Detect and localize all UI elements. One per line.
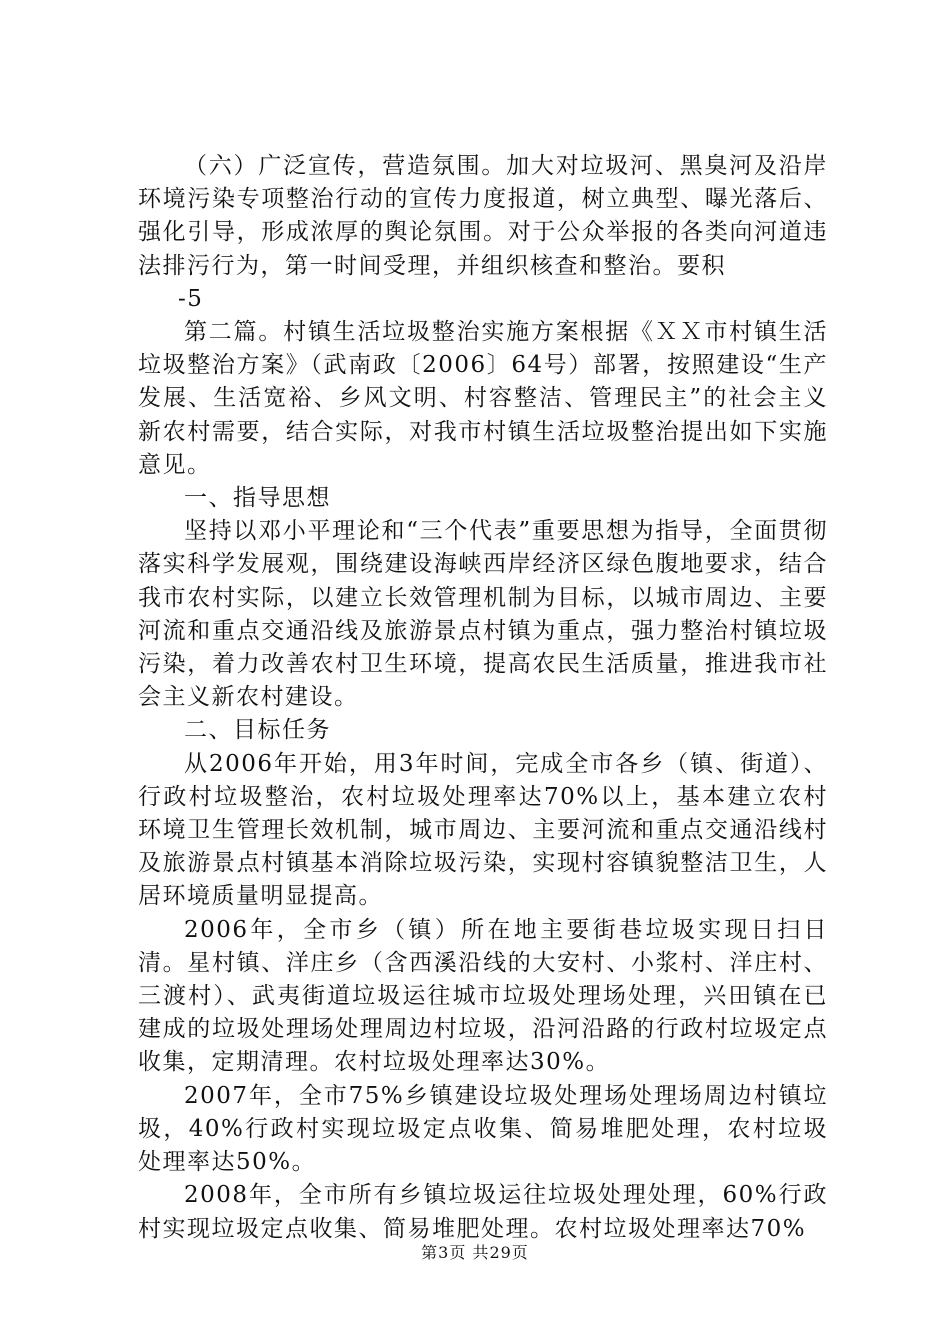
- document-body: [138, 150, 828, 1246]
- paragraph-page-marker: -5: [178, 285, 204, 312]
- paragraph-guiding-thought: 坚持以邓小平理论和“三个代表”重要思想为指导，全面贯彻落实科学发展观，围绕建设海峡西岸经济区绿色腹地要求，结合我市农村实际，以建立长效管理机制为目标，以城市周边、主要河流和重点交通沿线及旅游景点村镇为重点，强力整治村镇垃圾污染，着力改善农村卫生环境，提高农民生活质量，推进我市社会主义新农村建设。: [138, 518, 828, 711]
- paragraph-second-article-intro: 第二篇。村镇生活垃圾整治实施方案根据《ＸＸ市村镇生活垃圾整治方案》（武南政〔2006〕64号）部署，按照建设“生产发展、生活宽裕、乡风文明、村容整洁、管理民主”的社会主义新农村需要，结合实际，对我市村镇生活垃圾整治提出如下实施意见。: [138, 319, 828, 478]
- paragraph-goals: 从2006年开始，用3年时间，完成全市各乡（镇、街道）、行政村垃圾整治，农村垃圾处理率达70%以上，基本建立农村环境卫生管理长效机制，城市周边、主要河流和重点交通沿线村及旅游景点村镇基本消除垃圾污染，实现村容镇貌整洁卫生，人居环境质量明显提高。: [138, 750, 828, 910]
- paragraph-year-2006: 2006年，全市乡（镇）所在地主要街巷垃圾实现日扫日清。星村镇、洋庄乡（含西溪沿线的大安村、小浆村、洋庄村、三渡村）、武夷街道垃圾运往城市垃圾处理场处理，兴田镇在已建成的垃圾处理场处理周边村垃圾，沿河沿路的行政村垃圾定点收集，定期清理。农村垃圾处理率达30%。: [138, 916, 828, 1076]
- paragraph-year-2008: 2008年，全市所有乡镇垃圾运往垃圾处理处理，60%行政村实现垃圾定点收集、简易堆肥处理。农村垃圾处理率达70%: [138, 1182, 828, 1242]
- paragraph-publicity: （六）广泛宣传，营造氛围。加大对垃圾河、黑臭河及沿岸环境污染专项整治行动的宣传力度报道，树立典型、曝光落后、强化引导，形成浓厚的舆论氛围。对于公众举报的各类向河道违法排污行为，第一时间受理，并组织核查和整治。要积: [138, 153, 828, 279]
- section-heading-goals: 二、目标任务: [184, 717, 331, 744]
- paragraph-year-2007: 2007年，全市75%乡镇建设垃圾处理场处理场周边村镇垃圾，40%行政村实现垃圾定点收集、简易堆肥处理，农村垃圾处理率达50%。: [138, 1082, 828, 1176]
- page-footer: 第3页 共29页: [421, 1243, 529, 1262]
- section-heading-guiding-thought: 一、指导思想: [184, 485, 331, 512]
